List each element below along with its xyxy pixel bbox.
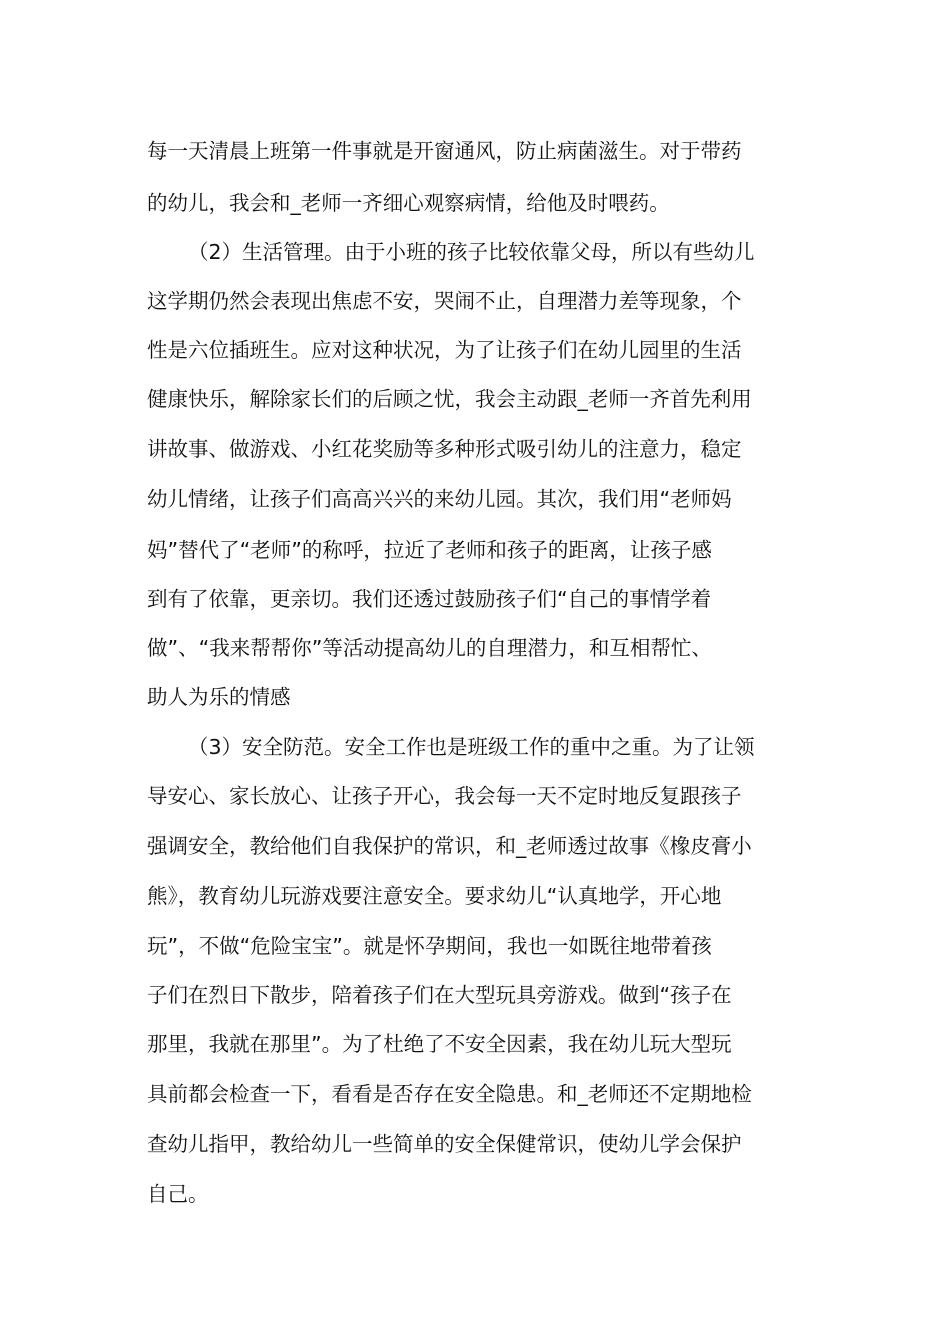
text-line: 做”、“我来帮帮你”等活动提高幼儿的自理潜力，和互相帮忙、 xyxy=(147,636,712,660)
paragraph-2-heading-line: （2）生活管理。由于小班的孩子比较依靠父母，所以有些幼儿 xyxy=(188,240,755,264)
text-line: 每一天清晨上班第一件事就是开窗通风，防止病菌滋生。对于带药 xyxy=(147,139,742,163)
text-line: 的幼儿，我会和_老师一齐细心观察病情，给他及时喂药。 xyxy=(147,191,670,215)
text-line: 到有了依靠，更亲切。我们还透过鼓励孩子们“自己的事情学着 xyxy=(147,587,712,611)
text-line: 子们在烈日下散步，陪着孩子们在大型玩具旁游戏。做到“孩子在 xyxy=(147,983,732,1007)
text-line: 那里，我就在那里”。为了杜绝了不安全因素，我在幼儿玩大型玩 xyxy=(147,1032,732,1056)
paragraph-3-heading-line: （3）安全防范。安全工作也是班级工作的重中之重。为了让领 xyxy=(188,735,755,759)
text-line: 幼儿情绪，让孩子们高高兴兴的来幼儿园。其次，我们用“老师妈 xyxy=(147,487,732,511)
text-line: 具前都会检查一下，看看是否存在安全隐患。和_老师还不定期地检 xyxy=(147,1082,752,1106)
text-line: 强调安全，教给他们自我保护的常识，和_老师透过故事《橡皮膏小 xyxy=(147,834,752,858)
text-line: 妈”替代了“老师”的称呼，拉近了老师和孩子的距离，让孩子感 xyxy=(147,538,712,562)
text-line: 这学期仍然会表现出焦虑不安，哭闹不止，自理潜力差等现象，个 xyxy=(147,289,742,313)
text-line: 健康快乐，解除家长们的后顾之忧，我会主动跟_老师一齐首先利用 xyxy=(147,387,752,411)
text-line: 讲故事、做游戏、小红花奖励等多种形式吸引幼儿的注意力，稳定 xyxy=(147,437,742,461)
text-line: 玩”，不做“危险宝宝”。就是怀孕期间，我也一如既往地带着孩 xyxy=(147,934,712,958)
text-line: 查幼儿指甲，教给幼儿一些简单的安全保健常识，使幼儿学会保护 xyxy=(147,1132,742,1156)
text-line: 助人为乐的情感 xyxy=(147,685,291,709)
text-line: 熊》，教育幼儿玩游戏要注意安全。要求幼儿“认真地学，开心地 xyxy=(147,884,722,908)
text-line: 性是六位插班生。应对这种状况，为了让孩子们在幼儿园里的生活 xyxy=(147,338,742,362)
text-line: 自己。 xyxy=(147,1182,209,1206)
text-line: 导安心、家长放心、让孩子开心，我会每一天不定时地反复跟孩子 xyxy=(147,784,742,808)
